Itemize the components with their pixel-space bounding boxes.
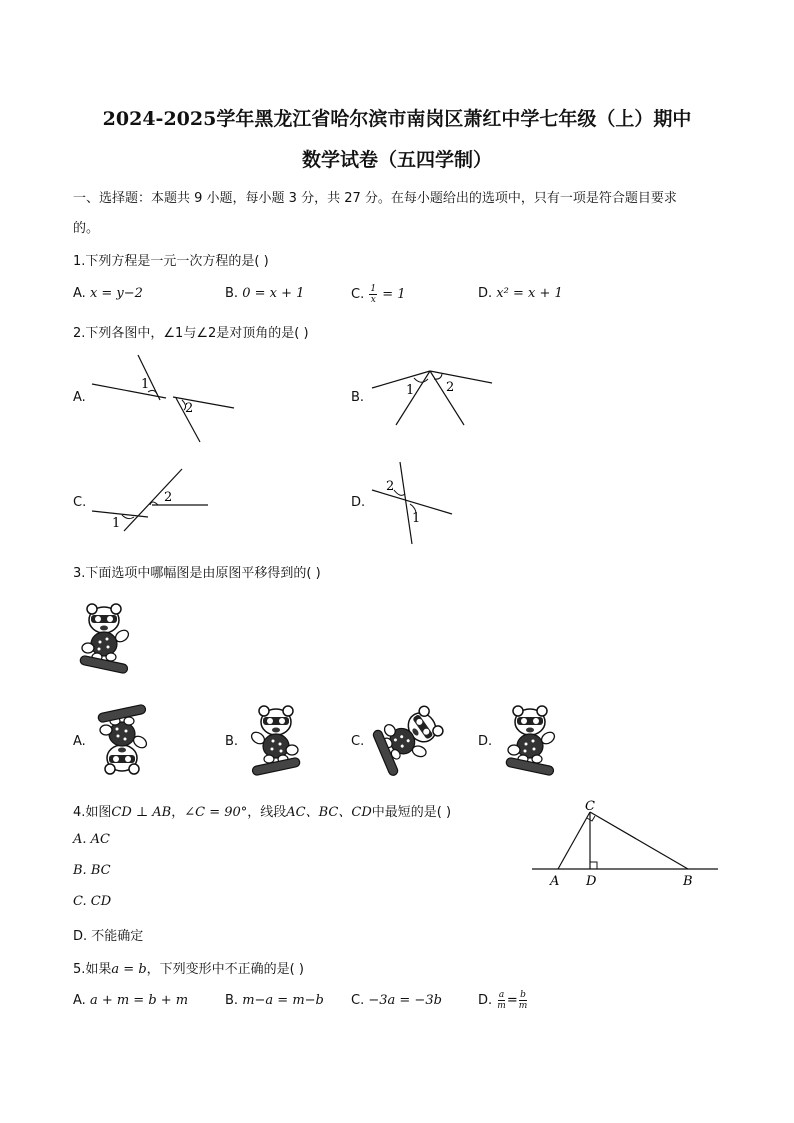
q2-figure-d bbox=[366, 458, 461, 548]
q5-option-c bbox=[351, 993, 442, 1008]
q5-option-b bbox=[225, 993, 324, 1008]
q4-stem-mid: ，线段 bbox=[247, 805, 287, 820]
q1-option-c bbox=[351, 284, 406, 305]
q4-option-b: B. BC bbox=[73, 863, 111, 878]
q2-a-label: A. bbox=[73, 390, 86, 405]
q2-b-angle2: 2 bbox=[446, 380, 455, 395]
q5-d-equals: = bbox=[506, 993, 518, 1008]
q5-d-label: D. bbox=[478, 993, 493, 1008]
q1-c-fraction bbox=[369, 284, 377, 305]
q2-figure-c bbox=[88, 465, 213, 535]
q5-a-math: a + m = b + m bbox=[89, 993, 189, 1008]
q5-b-label: B. bbox=[225, 993, 239, 1008]
q4-label-d: D bbox=[586, 874, 597, 889]
q3-original-mascot-image bbox=[70, 595, 140, 680]
q2-c-angle1: 1 bbox=[112, 516, 121, 531]
q5-stem-math: a = b bbox=[111, 962, 147, 977]
q2-stem: 2.下列各图中，∠1与∠2是对顶角的是( ) bbox=[73, 326, 309, 341]
q5-stem-pre: 5.如果 bbox=[73, 962, 112, 977]
q5-stem bbox=[73, 958, 304, 977]
q5-d-den2: m bbox=[518, 1001, 528, 1011]
q1-c-numerator: 1 bbox=[370, 284, 377, 294]
q4-stem-segments: AC、BC、CD bbox=[286, 805, 372, 820]
q2-c-angle2: 2 bbox=[164, 490, 173, 505]
q5-option-d bbox=[478, 990, 528, 1011]
q1-b-label: B. bbox=[225, 286, 239, 301]
q2-b-label: B. bbox=[351, 390, 365, 405]
q3-c-label: C. bbox=[351, 734, 365, 749]
q5-option-a bbox=[73, 993, 188, 1008]
q5-d-fraction-left bbox=[497, 990, 506, 1011]
q1-option-b bbox=[225, 286, 304, 301]
q3-a-label: A. bbox=[73, 734, 86, 749]
q2-d-label: D. bbox=[351, 495, 366, 510]
q2-figure-a bbox=[88, 350, 243, 445]
q2-b-angle1: 1 bbox=[406, 383, 415, 398]
q2-d-angle2: 2 bbox=[386, 479, 395, 494]
q1-option-d bbox=[478, 286, 563, 301]
q2-a-angle2: 2 bbox=[185, 401, 194, 416]
q1-a-math: x = y−2 bbox=[89, 286, 143, 301]
q4-option-d: D. 不能确定 bbox=[73, 929, 144, 944]
section-instructions-line2: 的。 bbox=[73, 221, 100, 236]
q4-stem bbox=[73, 801, 451, 820]
q1-c-denominator: x bbox=[370, 295, 376, 305]
q5-c-label: C. bbox=[351, 993, 365, 1008]
q3-option-c-mascot-image bbox=[364, 694, 444, 784]
q2-a-angle1: 1 bbox=[141, 377, 150, 392]
q3-b-label: B. bbox=[225, 734, 239, 749]
q5-d-num1: a bbox=[498, 990, 505, 1000]
q1-c-rest: = 1 bbox=[382, 287, 406, 302]
page-title-line1: 2024-2025学年黑龙江省哈尔滨市南岗区萧红中学七年级（上）期中 bbox=[102, 108, 692, 130]
q2-figure-b bbox=[366, 362, 496, 427]
q5-a-label: A. bbox=[73, 993, 86, 1008]
q3-option-b-mascot-image bbox=[240, 696, 312, 784]
q5-d-den1: m bbox=[497, 1001, 506, 1011]
q4-stem-pre: 4.如图 bbox=[73, 805, 112, 820]
q2-d-angle1: 1 bbox=[412, 511, 421, 526]
q1-a-label: A. bbox=[73, 286, 86, 301]
q5-stem-post: ，下列变形中不正确的是( ) bbox=[146, 962, 304, 977]
q4-label-c: C bbox=[585, 799, 595, 814]
q5-c-math: −3a = −3b bbox=[368, 993, 442, 1008]
q1-d-label: D. bbox=[478, 286, 493, 301]
q4-stem-post: 中最短的是( ) bbox=[371, 805, 452, 820]
q5-d-num2: b bbox=[520, 990, 526, 1000]
q1-d-math: x² = x + 1 bbox=[496, 286, 563, 301]
q3-option-a-mascot-image bbox=[88, 696, 158, 784]
q2-c-label: C. bbox=[73, 495, 87, 510]
q3-d-label: D. bbox=[478, 734, 493, 749]
q4-label-b: B bbox=[683, 874, 693, 889]
q1-stem: 1.下列方程是一元一次方程的是( ) bbox=[73, 254, 269, 269]
q1-option-a bbox=[73, 286, 143, 301]
page-title-line2: 数学试卷（五四学制） bbox=[301, 149, 492, 171]
q4-option-a: A. AC bbox=[73, 832, 110, 847]
q3-option-d-mascot-image bbox=[494, 696, 566, 784]
q5-b-math: m−a = m−b bbox=[242, 993, 324, 1008]
q4-option-c: C. CD bbox=[73, 894, 112, 909]
q4-stem-sep: ， bbox=[171, 805, 185, 820]
q4-stem-angle: ∠C = 90° bbox=[184, 805, 248, 820]
q4-triangle-figure bbox=[528, 796, 723, 891]
q1-b-math: 0 = x + 1 bbox=[242, 286, 305, 301]
q1-c-label: C. bbox=[351, 287, 365, 302]
q5-d-fraction-right bbox=[519, 990, 528, 1011]
section-instructions-line1: 一、选择题：本题共 9 小题，每小题 3 分，共 27 分。在每小题给出的选项中，只有一项是符合题目要求 bbox=[73, 191, 677, 206]
q4-stem-perp: CD ⊥ AB bbox=[111, 805, 172, 820]
q4-label-a: A bbox=[550, 874, 560, 889]
q3-stem: 3.下面选项中哪幅图是由原图平移得到的( ) bbox=[73, 566, 321, 581]
